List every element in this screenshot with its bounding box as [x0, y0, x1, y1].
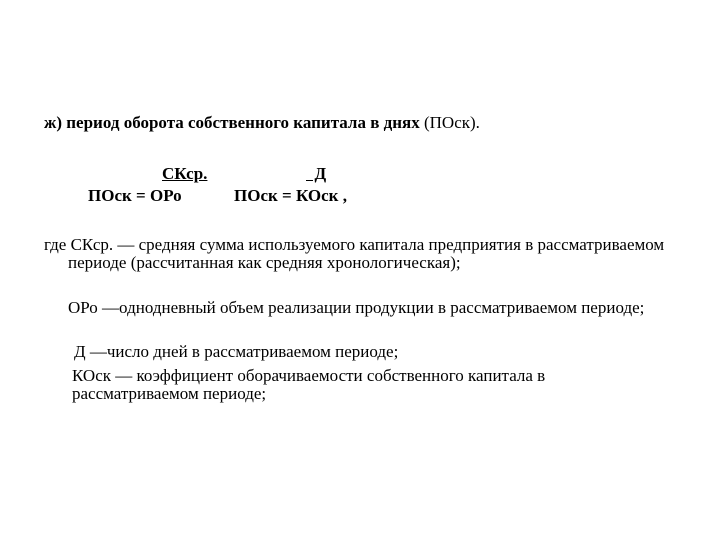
formula1-expression: ПОск = ОРо	[88, 186, 182, 205]
definition-ckcp: где СКср. — средняя сумма используемого капитала предприятия в рассматриваемом периоде (рассчитанная как средняя хронологическая);	[44, 235, 665, 272]
definition-d: Д —число дней в рассматриваемом периоде;	[74, 342, 399, 361]
heading-abbreviation: (ПОск).	[423, 113, 480, 132]
heading-text: ж) период оборота собственного капитала в днях	[44, 113, 420, 132]
definition-kock: КОск — коэффициент оборачиваемости собственного капитала в рассматриваемом периоде;	[72, 366, 546, 403]
formula2-expression: ПОск = КОск ,	[234, 186, 347, 205]
definition-oro: ОРо —однодневный объем реализации продукции в рассматриваемом периоде;	[68, 298, 645, 317]
formula2-numerator: Д	[306, 164, 327, 183]
section-heading	[44, 112, 480, 134]
formula1-numerator: СКср.	[162, 164, 208, 183]
